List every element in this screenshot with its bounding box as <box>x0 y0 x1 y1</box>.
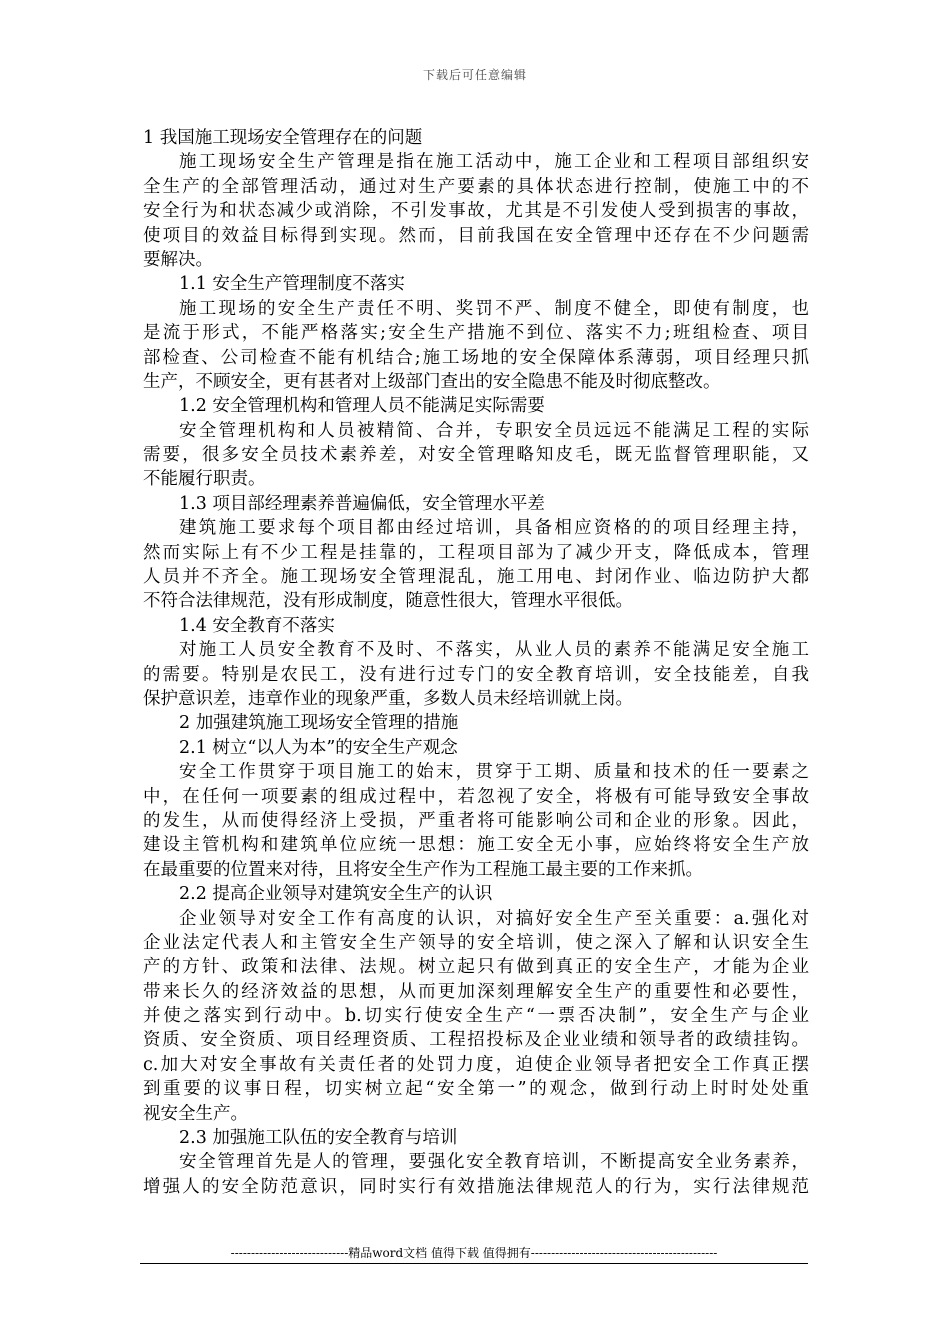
text-line: 产的方针、政策和法律、法规。树立起只有做到真正的安全生产，才能为企业 <box>143 957 809 978</box>
text-line: 2 加强建筑施工现场安全管理的措施 <box>179 713 459 734</box>
text-line: 在最重要的位置来对待，且将安全生产作为工程施工最主要的工作来抓。 <box>143 859 703 880</box>
text-line: 2.1 树立“以人为本”的安全生产观念 <box>179 737 458 758</box>
text-line: 然而实际上有不少工程是挂靠的，工程项目部为了减少开支，降低成本，管理 <box>143 542 809 563</box>
text-line: 1.1 安全生产管理制度不落实 <box>179 274 405 295</box>
text-line: 的需要。特别是农民工，没有进行过专门的安全教育培训，安全技能差，自我 <box>143 664 809 685</box>
page-footer: -----------------------------精品word文档 值得下载 值得拥有---------------------------------------------- <box>230 1246 718 1260</box>
text-line: 对施工人员安全教育不及时、不落实，从业人员的素养不能满足安全施工 <box>179 640 809 661</box>
text-line: 建筑施工要求每个项目都由经过培训，具备相应资格的的项目经理主持， <box>179 518 809 539</box>
text-line: 是流于形式，不能严格落实;安全生产措施不到位、落实不力;班组检查、项目 <box>143 323 809 344</box>
text-line: 带来长久的经济效益的思想，从而更加深刻理解安全生产的重要性和必要性， <box>143 981 809 1002</box>
text-line: 生产，不顾安全，更有甚者对上级部门查出的安全隐患不能及时彻底整改。 <box>143 371 721 392</box>
text-line: 1 我国施工现场安全管理存在的问题 <box>143 128 423 148</box>
text-line: 部检查、公司检查不能有机结合;施工场地的安全保障体系薄弱，项目经理只抓 <box>143 347 809 368</box>
text-line: 视安全生产。 <box>143 1103 248 1124</box>
text-line: 并使之落实到行动中。b.切实行使安全生产“一票否决制”，安全生产与企业 <box>143 1006 809 1027</box>
text-line: 建设主管机构和建筑单位应统一思想：施工安全无小事，应始终将安全生产放 <box>143 835 809 856</box>
text-line: 要解决。 <box>143 249 213 270</box>
text-line: 需要，很多安全员技术素养差，对安全管理略知皮毛，既无监督管理职能，又 <box>143 445 809 466</box>
text-line: 到重要的议事日程，切实树立起“安全第一”的观念，做到行动上时时处处重 <box>143 1079 809 1100</box>
footer-rule <box>140 1263 808 1264</box>
text-line: 2.3 加强施工队伍的安全教育与培训 <box>179 1128 458 1149</box>
text-line: 企业法定代表人和主管安全生产领导的安全培训，使之深入了解和认识安全生 <box>143 932 809 953</box>
text-line: 全生产的全部管理活动，通过对生产要素的具体状态进行控制，使施工中的不 <box>143 176 809 197</box>
text-line: 不能履行职责。 <box>143 469 266 490</box>
text-line: c.加大对安全事故有关责任者的处罚力度，迫使企业领导者把安全工作真正摆 <box>143 1054 809 1075</box>
text-line: 施工现场的安全生产责任不明、奖罚不严、制度不健全，即使有制度，也 <box>179 298 809 319</box>
text-line: 1.4 安全教育不落实 <box>179 615 335 636</box>
text-line: 施工现场安全生产管理是指在施工活动中，施工企业和工程项目部组织安 <box>179 152 809 173</box>
text-line: 安全工作贯穿于项目施工的始末，贯穿于工期、质量和技术的任一要素之 <box>179 762 809 783</box>
text-line: 的发生，从而使得经济上受损，严重者将可能影响公司和企业的形象。因此， <box>143 810 809 831</box>
text-line: 中，在任何一项要素的组成过程中，若忽视了安全，将极有可能导致安全事故 <box>143 786 809 807</box>
text-line: 企业领导对安全工作有高度的认识，对搞好安全生产至关重要：a.强化对 <box>179 908 809 929</box>
text-line: 使项目的效益目标得到实现。然而，目前我国在安全管理中还存在不少问题需 <box>143 225 809 246</box>
text-line: 1.2 安全管理机构和管理人员不能满足实际需要 <box>179 396 545 417</box>
text-line: 增强人的安全防范意识，同时实行有效措施法律规范人的行为，实行法律规范 <box>143 1176 809 1197</box>
text-line: 保护意识差，违章作业的现象严重，多数人员未经培训就上岗。 <box>143 688 633 709</box>
page-header: 下载后可任意编辑 <box>422 68 527 82</box>
text-line: 安全管理首先是人的管理，要强化安全教育培训，不断提高安全业务素养， <box>179 1152 809 1173</box>
text-line: 资质、安全资质、项目经理资质、工程招投标及企业业绩和领导者的政绩挂钩。 <box>143 1030 809 1051</box>
text-line: 安全行为和状态减少或消除，不引发事故，尤其是不引发使人受到损害的事故， <box>143 201 809 222</box>
text-line: 安全管理机构和人员被精简、合并，专职安全员远远不能满足工程的实际 <box>179 420 809 441</box>
text-line: 2.2 提高企业领导对建筑安全生产的认识 <box>179 884 493 905</box>
document-body <box>143 126 809 1199</box>
text-line: 人员并不齐全。施工现场安全管理混乱，施工用电、封闭作业、临边防护大都 <box>143 567 809 588</box>
text-line: 不符合法律规范，没有形成制度，随意性很大，管理水平很低。 <box>143 591 633 612</box>
text-line: 1.3 项目部经理素养普遍偏低，安全管理水平差 <box>179 493 545 514</box>
